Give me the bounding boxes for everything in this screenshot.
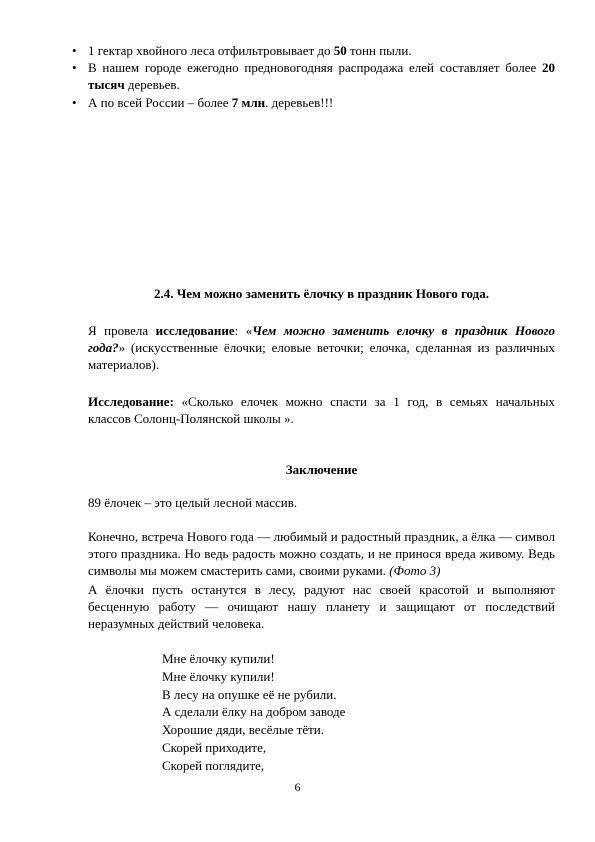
poem	[162, 650, 345, 775]
survey-paragraph	[88, 393, 555, 427]
list-item-emphasis: 50	[333, 43, 347, 58]
section-title: 2.4. Чем можно заменить ёлочку в праздник Нового года.	[153, 286, 489, 301]
list-item-text: деревьев.	[124, 77, 180, 93]
paragraph-text: Я провела	[88, 323, 156, 338]
paragraph-text: Конечно, встреча Нового года — любимый и радостный праздник, а ёлка — символ этого праздника. Но ведь радость можно создать, и не принося вреда живому. Ведь символы мы можем смастерить сами, своими руками.	[88, 529, 555, 579]
page-number: 6	[294, 780, 301, 794]
conclusion-paragraph: А ёлочки пусть останутся в лесу, радуют нас своей красотой и выполняют бесценную работу — очищают нашу планету и защищают от последствий неразумных действий человека.	[88, 582, 555, 632]
bullet-icon: •	[72, 43, 77, 58]
poem-line: Мне ёлочку купили!	[162, 651, 275, 666]
paragraph-text: » (искусственные ёлочки; еловые веточки; елочка, сделанная из различных материалов).	[88, 340, 555, 373]
paragraph-text: «Сколько елочек можно спасти за 1 год, в семьях начальных классов Солонц-Полянской школы ».	[88, 394, 555, 427]
conclusion-title: Заключение	[285, 462, 358, 477]
poem-line: В лесу на опушке её не рубили.	[162, 686, 337, 702]
list-item	[72, 94, 555, 111]
poem-line: Скорей поглядите,	[162, 757, 265, 773]
research-paragraph	[88, 322, 555, 374]
bullet-icon: •	[72, 94, 77, 110]
photo-reference: (Фото 3)	[389, 563, 441, 579]
poem-line: Хорошие дяди, весёлые тёти.	[162, 722, 324, 738]
list-item-emphasis: 20 тысяч	[88, 60, 555, 93]
paragraph-text: : «	[234, 323, 253, 338]
conclusion-paragraph	[88, 528, 555, 580]
poem-line: А сделали ёлку на добром заводе	[162, 704, 346, 720]
list-item-text: А по всей России – более	[88, 94, 232, 110]
poem-line: Скорей приходите,	[162, 739, 267, 755]
list-item	[72, 59, 555, 93]
paragraph-emphasis: исследование	[155, 323, 235, 338]
list-item-emphasis: 7 млн	[231, 94, 266, 110]
list-item	[72, 42, 555, 59]
list-item-text: . деревьев!!!	[265, 94, 334, 110]
conclusion-paragraph: 89 ёлочек – это целый лесной массив.	[88, 495, 298, 510]
facts-list	[72, 42, 555, 111]
research-question: Чем можно заменить елочку в праздник Нового года?	[88, 323, 555, 356]
list-item-text: 1 гектар хвойного леса отфильтровывает до	[88, 43, 334, 58]
poem-line: Мне ёлочку купили!	[162, 668, 275, 684]
list-item-text: тонн пыли.	[346, 43, 412, 58]
bullet-icon: •	[72, 60, 77, 76]
list-item-text: В нашем городе ежегодно предновогодняя распродажа елей составляет более	[88, 60, 542, 76]
paragraph-emphasis: Исследование:	[88, 394, 174, 409]
